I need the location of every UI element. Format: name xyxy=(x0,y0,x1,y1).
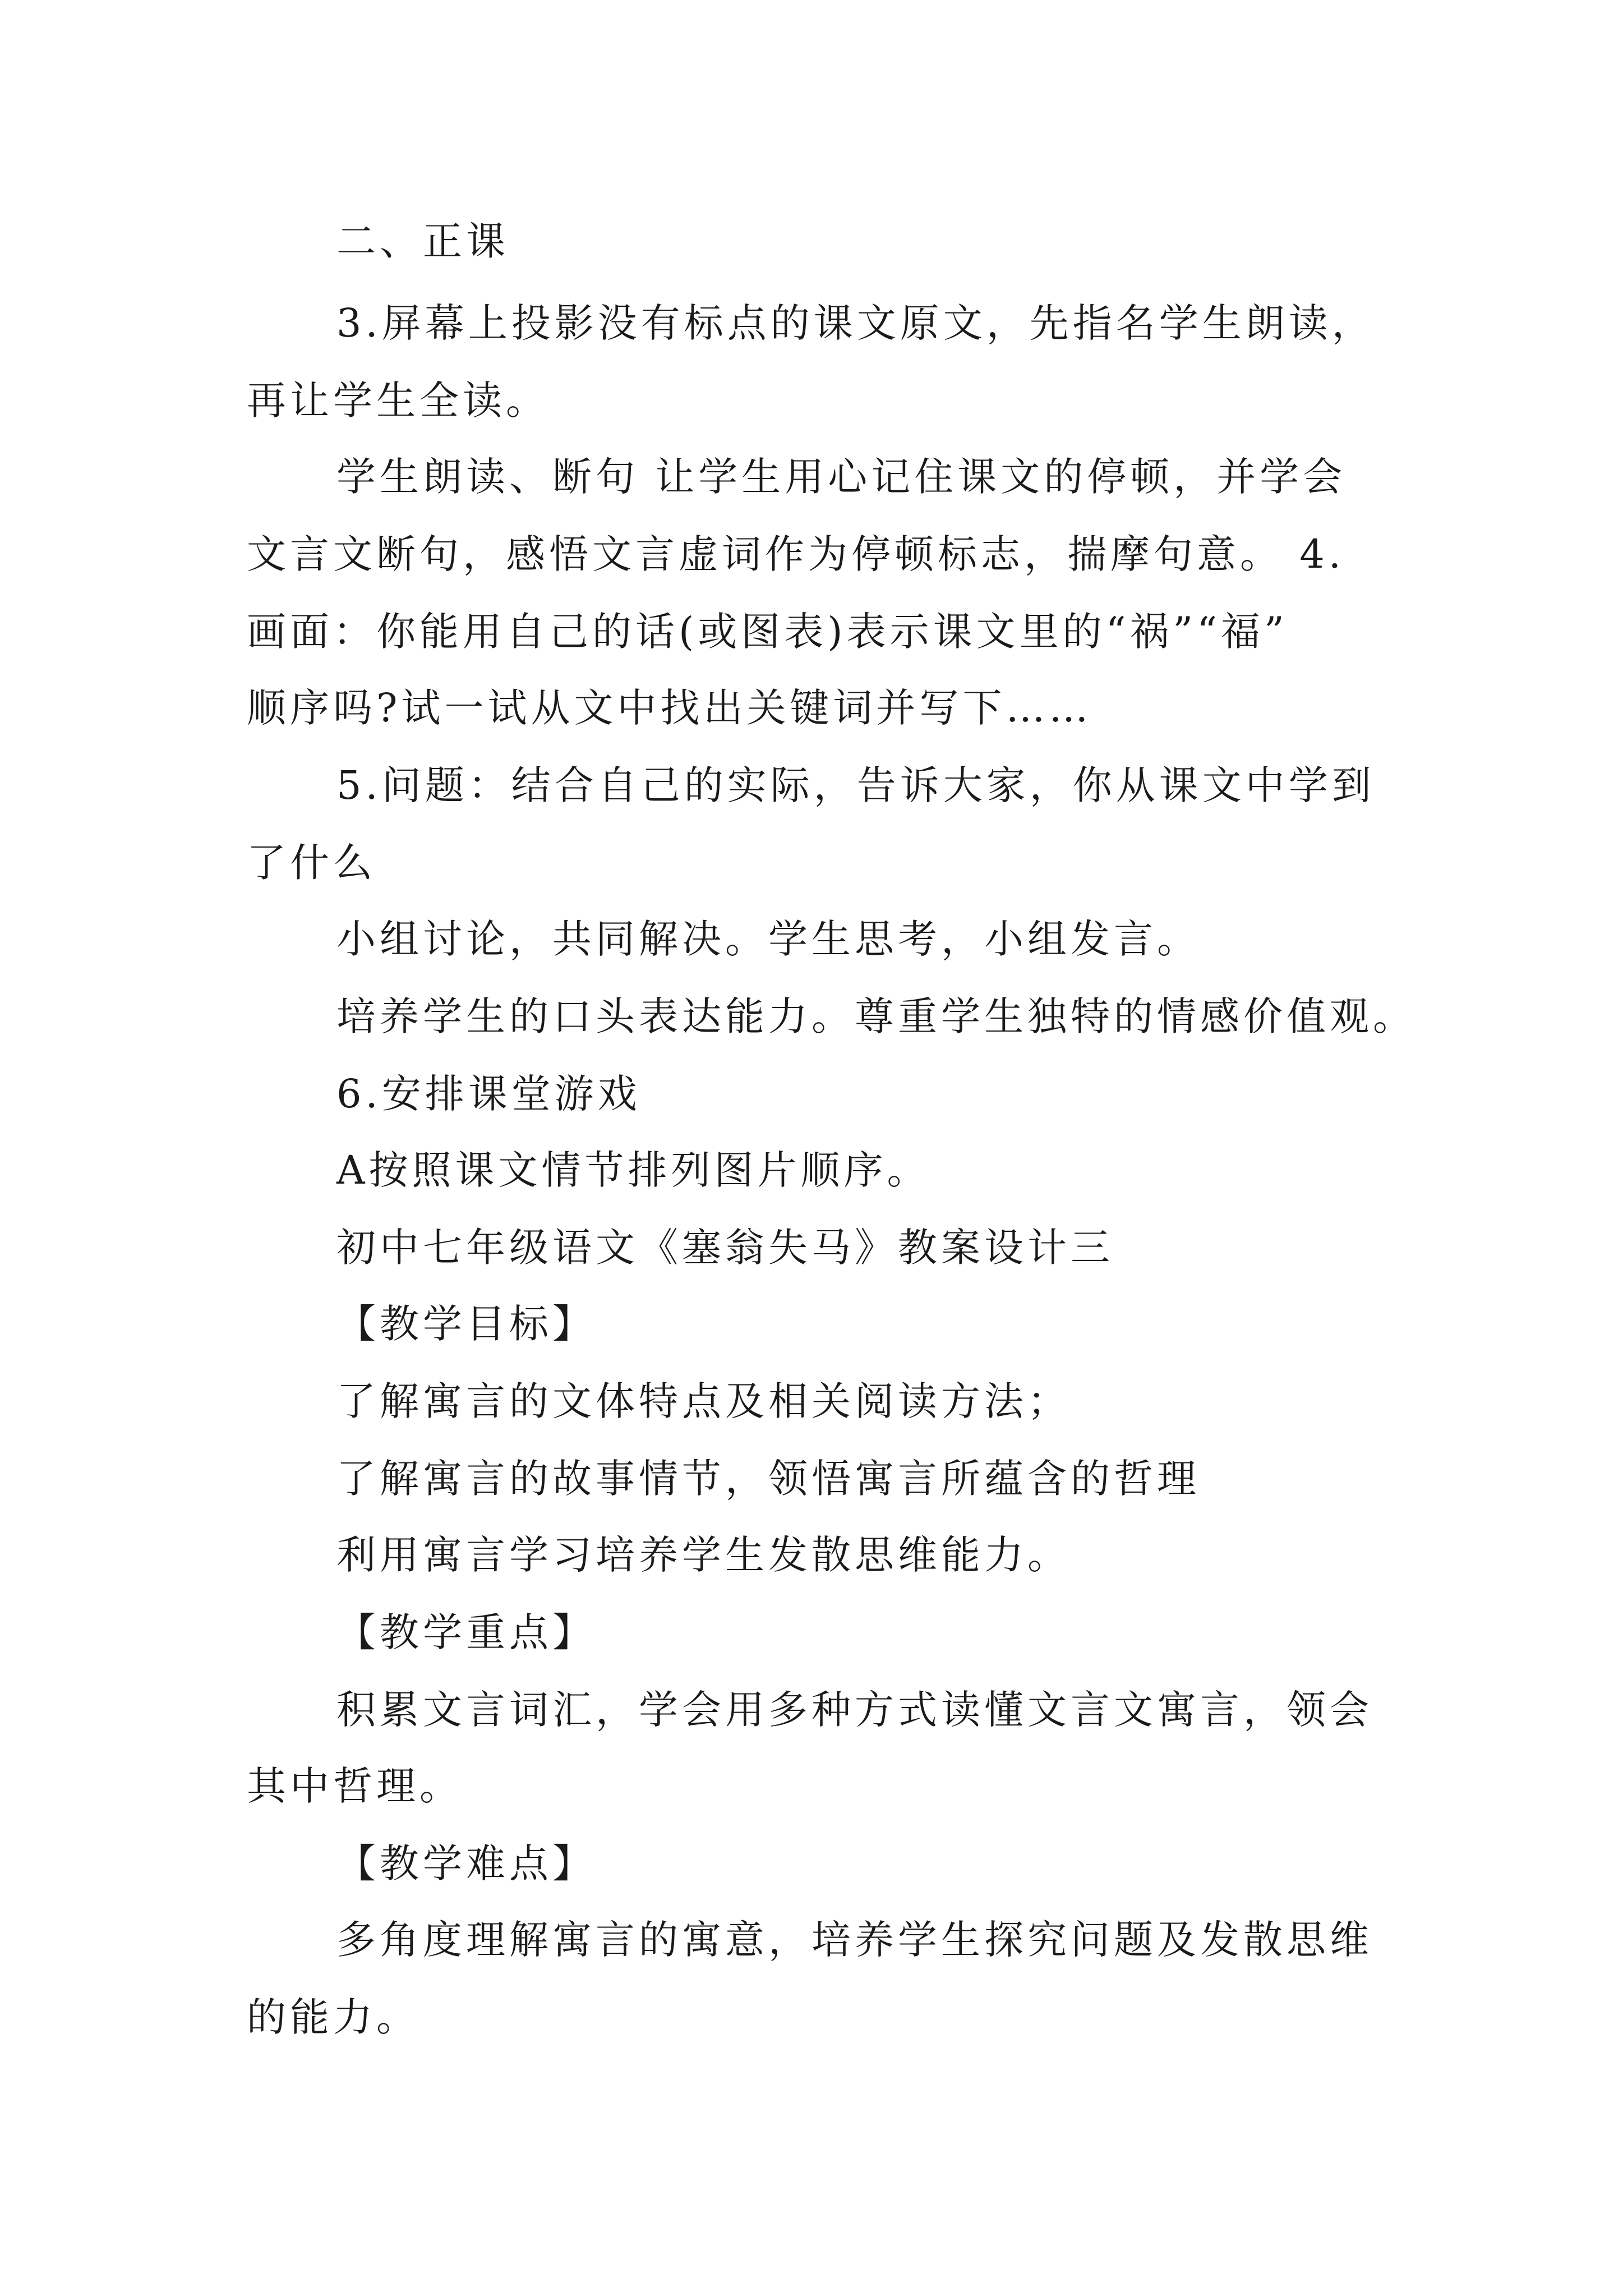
paragraph-line: 5.问题：结合自己的实际，告诉大家，你从课文中学到 xyxy=(336,762,1375,808)
paragraph-line: 了解寓言的文体特点及相关阅读方法； xyxy=(336,1378,1071,1424)
paragraph-line: A按照课文情节排列图片顺序。 xyxy=(336,1147,930,1193)
paragraph-line: 培养学生的口头表达能力。尊重学生独特的情感价值观。 xyxy=(336,993,1416,1039)
paragraph-line: 了什么 xyxy=(247,840,376,886)
paragraph-line: 学生朗读、断句 让学生用心记住课文的停顿，并学会 xyxy=(336,454,1347,500)
section-heading: 【教学重点】 xyxy=(336,1609,596,1655)
paragraph-line: 再让学生全读。 xyxy=(247,378,549,424)
document-title: 初中七年级语文《塞翁失马》教案设计三 xyxy=(336,1225,1114,1271)
paragraph-line: 其中哲理。 xyxy=(247,1763,463,1809)
paragraph-line: 了解寓言的故事情节，领悟寓言所蕴含的哲理 xyxy=(336,1456,1200,1502)
paragraph-line: 画面：你能用自己的话(或图表)表示课文里的“祸”“福” xyxy=(247,609,1288,655)
paragraph-line: 多角度理解寓言的寓意，培养学生探究问题及发散思维 xyxy=(336,1917,1373,1963)
section-heading: 二、正课 xyxy=(336,218,509,264)
paragraph-line: 文言文断句，感悟文言虚词作为停顿标志，揣摩句意。 4. xyxy=(247,531,1345,577)
paragraph-line: 顺序吗?试一试从文中找出关键词并写下…… xyxy=(247,685,1092,731)
paragraph-line: 利用寓言学习培养学生发散思维能力。 xyxy=(336,1532,1071,1578)
paragraph-line: 的能力。 xyxy=(247,1994,419,2040)
paragraph-line: 小组讨论，共同解决。学生思考，小组发言。 xyxy=(336,916,1200,962)
paragraph-line: 3.屏幕上投影没有标点的课文原文，先指名学生朗读， xyxy=(336,300,1375,346)
section-heading: 【教学目标】 xyxy=(336,1301,596,1347)
paragraph-line: 6.安排课堂游戏 xyxy=(336,1071,641,1117)
section-heading: 【教学难点】 xyxy=(336,1841,596,1887)
paragraph-line: 积累文言词汇，学会用多种方式读懂文言文寓言，领会 xyxy=(336,1687,1373,1733)
